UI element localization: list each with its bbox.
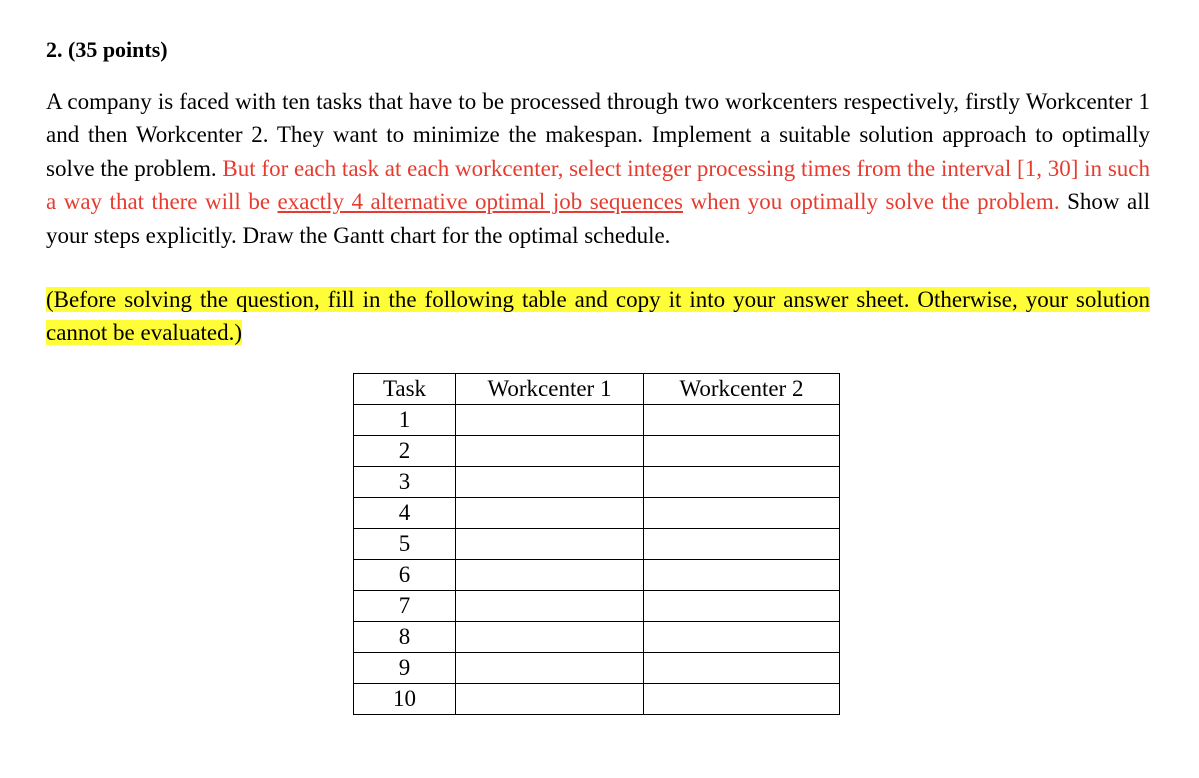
task-number-cell: 5 (354, 529, 456, 560)
workcenter-2-cell[interactable] (644, 684, 840, 715)
problem-text-key-requirement: exactly 4 alternative optimal job sequences (277, 189, 683, 215)
header-task: Task (354, 374, 456, 405)
task-number-cell: 2 (354, 436, 456, 467)
workcenter-1-cell[interactable] (456, 622, 644, 653)
workcenter-2-cell[interactable] (644, 653, 840, 684)
workcenter-1-cell[interactable] (456, 405, 644, 436)
instruction-highlighted-text: (Before solving the question, fill in the following table and copy it into your answer sheet. Otherwise, your solution cannot be evaluated.) (46, 287, 1150, 346)
task-number-cell: 10 (354, 684, 456, 715)
header-workcenter-1: Workcenter 1 (456, 374, 644, 405)
problem-text-steps: Show all your steps explicitly. Draw the Gantt chart for the optimal schedule. (46, 189, 1150, 248)
table-row (354, 405, 840, 436)
workcenter-1-cell[interactable] (456, 529, 644, 560)
task-number-cell: 8 (354, 622, 456, 653)
table-row (354, 436, 840, 467)
task-number-cell: 4 (354, 498, 456, 529)
table-row (354, 498, 840, 529)
workcenter-2-cell[interactable] (644, 560, 840, 591)
workcenter-1-cell[interactable] (456, 467, 644, 498)
workcenter-1-cell[interactable] (456, 498, 644, 529)
task-number-cell: 1 (354, 405, 456, 436)
workcenter-1-cell[interactable] (456, 591, 644, 622)
workcenter-1-cell[interactable] (456, 653, 644, 684)
table-row (354, 467, 840, 498)
problem-statement (46, 85, 1150, 252)
table-row (354, 560, 840, 591)
instruction-note (46, 283, 1150, 350)
workcenter-2-cell[interactable] (644, 405, 840, 436)
task-number-cell: 6 (354, 560, 456, 591)
workcenter-2-cell[interactable] (644, 498, 840, 529)
processing-times-table (353, 373, 840, 715)
table-row (354, 653, 840, 684)
workcenter-1-cell[interactable] (456, 560, 644, 591)
table-row (354, 622, 840, 653)
problem-text-requirement: But for each task at each workcenter, select integer processing times from the interval [1, 30] in such a way that there will be (46, 155, 1151, 215)
table-row (354, 684, 840, 715)
workcenter-1-cell[interactable] (456, 684, 644, 715)
task-number-cell: 9 (354, 653, 456, 684)
problem-text-intro: A company is faced with ten tasks that have to be processed through two workcenters respectively, firstly Workcenter 1 and then Workcenter 2. They want to minimize the makespan. Implement a suitable solution approach to optimally solve the problem. (46, 89, 1150, 181)
task-number-cell: 7 (354, 591, 456, 622)
workcenter-2-cell[interactable] (644, 436, 840, 467)
problem-text-requirement-end: when you optimally solve the problem. (682, 189, 1060, 215)
table-row (354, 591, 840, 622)
header-workcenter-2: Workcenter 2 (644, 374, 840, 405)
table-row (354, 529, 840, 560)
question-heading: 2. (35 points) (46, 37, 168, 62)
workcenter-2-cell[interactable] (644, 591, 840, 622)
task-number-cell: 3 (354, 467, 456, 498)
workcenter-1-cell[interactable] (456, 436, 644, 467)
workcenter-2-cell[interactable] (644, 529, 840, 560)
workcenter-2-cell[interactable] (644, 622, 840, 653)
workcenter-2-cell[interactable] (644, 467, 840, 498)
table-header-row (354, 374, 840, 405)
